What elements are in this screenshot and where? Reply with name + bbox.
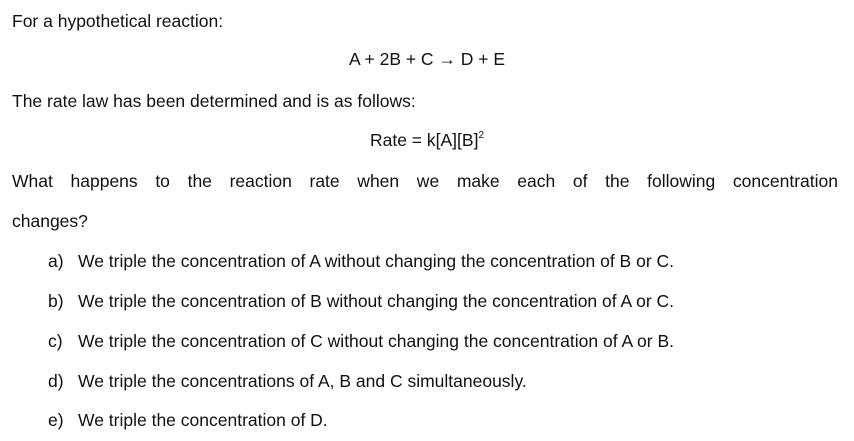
reaction-equation: A + 2B + C → D + E: [348, 49, 506, 69]
intro-text: For a hypothetical reaction:: [12, 11, 224, 31]
list-item-marker: b): [48, 291, 64, 311]
list-item-text: We triple the concentration of B without changing the concentration of A or C.: [78, 291, 675, 311]
list-item-text: We triple the concentration of D.: [78, 410, 328, 430]
list-item-text: We triple the concentrations of A, B and C simultaneously.: [78, 371, 527, 391]
list-item-text: We triple the concentration of A without changing the concentration of B or C.: [78, 251, 675, 271]
rate-law-equation: [0, 129, 854, 151]
list-item-c: [48, 330, 674, 352]
question-line-1: What happens to the reaction rate when we make each of the following concentration: [12, 171, 838, 191]
list-item-marker: e): [48, 410, 64, 430]
list-item-e: [48, 409, 328, 431]
list-item-text: We triple the concentration of C without changing the concentration of A or B.: [78, 331, 675, 351]
list-item-a: [48, 250, 674, 272]
question-line-2: changes?: [12, 211, 88, 231]
list-item-marker: c): [48, 331, 63, 351]
list-item-b: [48, 290, 674, 312]
list-item-marker: a): [48, 251, 64, 271]
rate-law-exponent: 2: [478, 130, 484, 141]
rate-law-base: Rate = k[A][B]: [369, 130, 479, 150]
list-item-d: [48, 370, 527, 392]
rate-law-intro-text: The rate law has been determined and is as follows:: [12, 91, 416, 111]
list-item-marker: d): [48, 371, 64, 391]
